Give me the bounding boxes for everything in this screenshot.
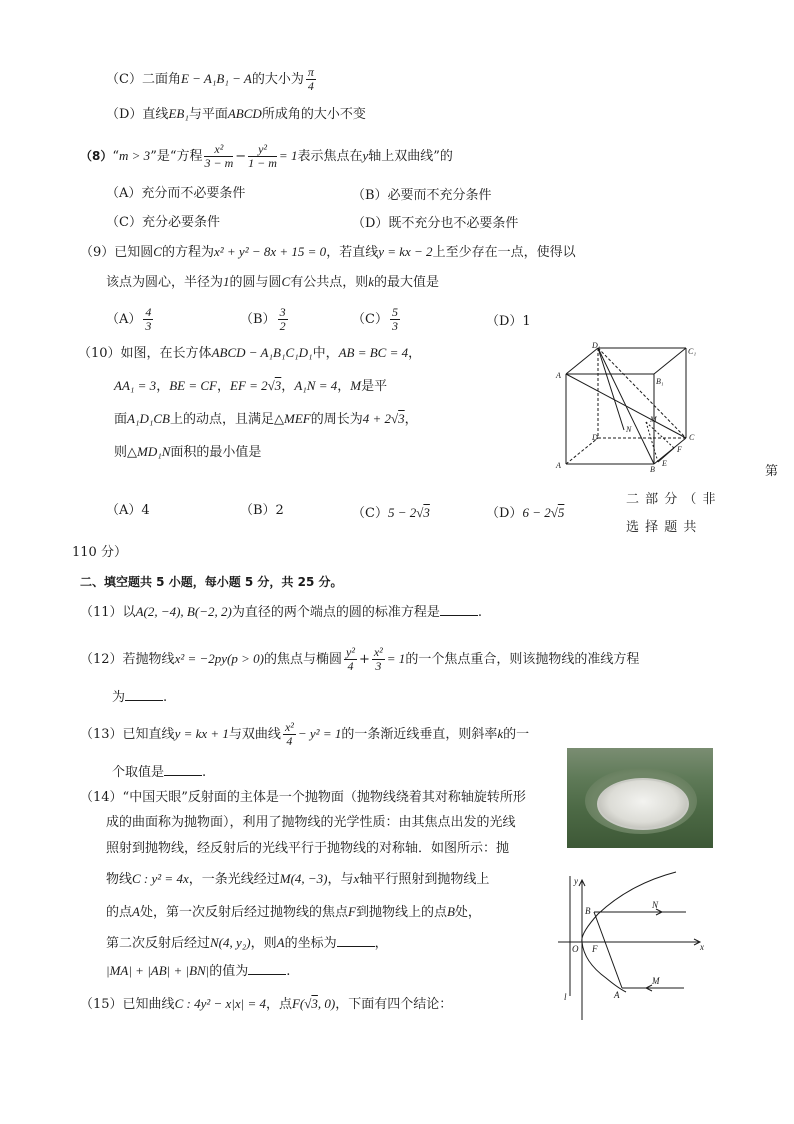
label-c1: C₁	[688, 347, 697, 356]
label-e: E	[662, 459, 667, 468]
q10-option-c: （C）5 − 2√3	[352, 505, 430, 521]
part2-line1: 二 部 分 （ 非	[626, 492, 717, 507]
q12-line2: 为 .	[112, 690, 168, 705]
q14-line6: 第二次反射后经过N(4, y₂)，则A的坐标为 ，	[106, 935, 388, 951]
q10-line2: AA₁ = 3，BE = CF，EF = 2√3，A₁N = 4，M是平	[114, 378, 388, 394]
section2-heading: 二、填空题共 5 小题，每小题 5 分，共 25 分。	[80, 575, 343, 589]
q7-option-c: （C）二面角E − A₁B₁ − A的大小为 $\frac{\pi}{4}$	[106, 65, 314, 93]
q10-line4: 则△MD₁N面积的最小值是	[114, 444, 262, 460]
q14-line7: |MA| + |AB| + |BN|的值为 .	[106, 963, 291, 979]
q8-option-c: （C）充分必要条件	[106, 215, 220, 230]
q10-line1: （10）如图，在长方体ABCD − A₁B₁C₁D₁中，AB = BC = 4，	[78, 345, 422, 361]
label-c: C	[689, 433, 695, 442]
q9-option-d: （D）1	[486, 314, 531, 329]
parabola-figure	[548, 870, 718, 1030]
label-b: B	[650, 465, 655, 474]
q9-line2: 该点为圆心，半径为1的圆与圆C有公共点，则k的最大值是	[106, 274, 440, 290]
label-l: l	[564, 992, 567, 1002]
q10-option-b: （B）2	[240, 503, 284, 518]
label-d1: D₁	[592, 341, 601, 350]
label-a1: A	[556, 371, 561, 380]
label-a: A	[614, 990, 620, 1000]
q13-line2: 个取值是 .	[112, 765, 207, 780]
label-o: O	[572, 944, 579, 954]
label-b: B	[585, 906, 591, 916]
q12-blank	[125, 688, 163, 701]
label-f: F	[677, 445, 682, 454]
label-y: y	[574, 876, 578, 886]
q10-option-a: （A）4	[106, 503, 150, 518]
part2-di: 第	[765, 464, 779, 479]
label-m: M	[650, 415, 657, 424]
q8-option-d: （D）既不充分也不必要条件	[352, 216, 519, 231]
q11: （11）以A(2, −4), B(−2, 2)为直径的两个端点的圆的标准方程是 .	[80, 604, 482, 620]
label-d: D	[592, 433, 598, 442]
q14-line4: 物线C : y² = 4x，一条光线经过M(4, −3)，与x轴平行照射到抛物线上	[106, 871, 490, 887]
label-a: A	[556, 461, 561, 470]
label-x: x	[700, 942, 704, 952]
part2-line2: 选 择 题 共	[626, 520, 698, 535]
q14-blank-1	[337, 934, 375, 947]
q10-line3: 面A₁D₁CB上的动点，且满足△MEF的周长为4 + 2√3，	[114, 411, 418, 427]
cuboid-figure	[546, 340, 706, 474]
part2-line3: 110 分）	[72, 545, 127, 560]
q11-blank	[440, 603, 478, 616]
q14-line1: （14）“中国天眼”反射面的主体是一个抛物面（抛物线绕着其对称轴旋转所形	[80, 790, 526, 805]
q12-line1: （12）若抛物线x² = −2py(p > 0)的焦点与椭圆 $\frac{\text{y²}}{4}$ + $\frac{\text{x²}}{3}$ = 1的一个焦点重合，则该抛物线的准线方程	[80, 645, 640, 673]
q10-option-d: （D）6 − 2√5	[486, 505, 565, 521]
sky-eye-photo	[567, 748, 713, 848]
q13-blank	[164, 763, 202, 776]
label-n: N	[652, 900, 659, 910]
label-m: M	[652, 976, 660, 986]
q9-line1: （9）已知圆C的方程为x² + y² − 8x + 15 = 0，若直线y = kx − 2上至少存在一点，使得以	[80, 244, 576, 260]
q8-stem: （8）“m > 3”是“方程 $\frac{\text{x²}}{3 - m}$ − $\frac{\text{y²}}{1 - m}$ = 1表示焦点在y轴上双曲线”的	[80, 142, 453, 170]
q15: （15）已知曲线C : 4y² − x|x| = 4，点F(√3, 0)，下面有四个结论：	[80, 996, 453, 1012]
q14-line2: 成的曲面称为抛物面），利用了抛物线的光学性质：由其焦点出发的光线	[106, 815, 516, 830]
label-f: F	[592, 944, 598, 954]
q9-option-c: （C） $\frac{5}{3}$	[352, 305, 398, 333]
pi-over-4: $\frac{\pi}{4}$	[307, 65, 314, 93]
q7-option-d: （D）直线EB₁与平面ABCD所成角的大小不变	[106, 106, 366, 122]
q9-option-a: （A） $\frac{4}{3}$	[106, 305, 152, 333]
q13-line1: （13）已知直线y = kx + 1与双曲线 $\frac{\text{x²}}{4}$ − y² = 1的一条渐近线垂直，则斜率k的一	[80, 720, 530, 748]
label-n: N	[626, 425, 632, 434]
q8-option-b: （B）必要而不充分条件	[352, 188, 492, 203]
q14-line5: 的点A处，第一次反射后经过抛物线的焦点F到抛物线上的点B处，	[106, 904, 481, 920]
q14-blank-2	[248, 962, 286, 975]
q14-line3: 照射到抛物线，经反射后的光线平行于抛物线的对称轴．如图所示：抛	[106, 841, 510, 856]
q9-option-b: （B） $\frac{3}{2}$	[240, 305, 286, 333]
label-b1: B₁	[656, 377, 664, 386]
q8-option-a: （A）充分而不必要条件	[106, 186, 246, 201]
